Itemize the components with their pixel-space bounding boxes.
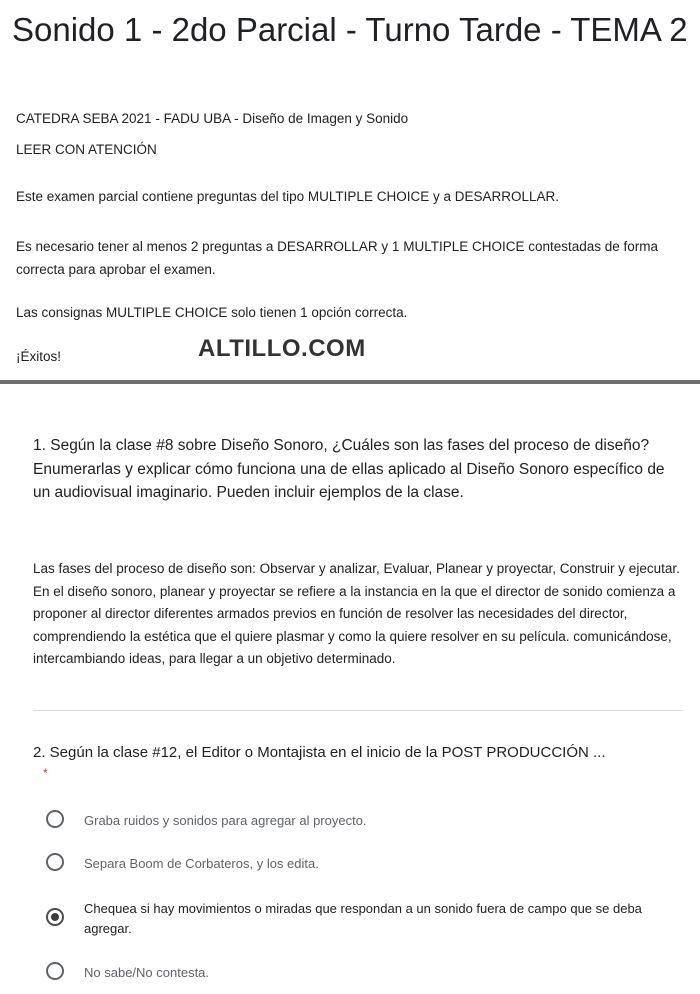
answer-paragraph-1: Las fases del proceso de diseño son: Observar y analizar, Evaluar, Planear y proyectar, Construir y ejecutar.: [33, 561, 680, 576]
section-divider: [0, 380, 700, 384]
option-1-label: Graba ruidos y sonidos para agregar al proyecto.: [84, 813, 367, 828]
answer-paragraph-2: En el diseño sonoro, planear y proyectar se refiere a la instancia en la que el director de sonido comienza a proponer al director diferentes armados previos en función de resolver las necesidades del director, comprendiendo la estética que el quiere plasmar y como la quiere resolver en su película. comunicándose, intercambiando ideas, para llegar a un objetivo determinado.: [33, 583, 676, 666]
question-1-answer[interactable]: [33, 558, 681, 671]
option-4-label: No sabe/No contesta.: [84, 965, 210, 980]
answer-underline: [33, 710, 683, 711]
watermark: ALTILLO.COM: [198, 335, 366, 362]
radio-unchecked-icon[interactable]: [46, 810, 64, 828]
instruction-multiple-choice: Las consignas MULTIPLE CHOICE solo tienen 1 opción correcta.: [16, 305, 408, 320]
instruction-read-carefully: LEER CON ATENCIÓN: [16, 142, 157, 157]
instruction-exam-types: Este examen parcial contiene preguntas del tipo MULTIPLE CHOICE y a DESARROLLAR.: [16, 189, 559, 204]
instruction-pass-requirement: Es necesario tener al menos 2 preguntas a DESARROLLAR y 1 MULTIPLE CHOICE contestadas de forma correcta para aprobar el examen.: [16, 239, 659, 277]
option-2[interactable]: [46, 853, 666, 879]
option-4[interactable]: [46, 962, 666, 988]
option-3-label: Chequea si hay movimientos o miradas que respondan a un sonido fuera de campo que se deba agregar.: [84, 901, 642, 936]
radio-unchecked-icon[interactable]: [46, 962, 64, 980]
question-2-title: 2. Según la clase #12, el Editor o Montajista en el inicio de la POST PRODUCCIÓN ...: [33, 744, 606, 761]
radio-unchecked-icon[interactable]: [46, 853, 64, 871]
question-1-title: 1. Según la clase #8 sobre Diseño Sonoro, ¿Cuáles son las fases del proceso de diseño? Enumerarlas y explicar cómo funciona una de ellas aplicado al Diseño Sonoro específico de un audiovisual imaginario. Pueden incluir ejemplos de la clase.: [33, 437, 665, 501]
option-2-label: Separa Boom de Corbateros, y los edita.: [84, 856, 319, 871]
instruction-good-luck: ¡Éxitos!: [16, 349, 62, 364]
option-1[interactable]: [46, 810, 666, 836]
option-3[interactable]: [46, 898, 666, 942]
required-asterisk: *: [43, 766, 48, 780]
form-title: Sonido 1 - 2do Parcial - Turno Tarde - TEMA 2: [12, 11, 688, 48]
form-subtitle: CATEDRA SEBA 2021 - FADU UBA - Diseño de Imagen y Sonido: [16, 111, 409, 126]
radio-checked-icon[interactable]: [46, 908, 64, 926]
